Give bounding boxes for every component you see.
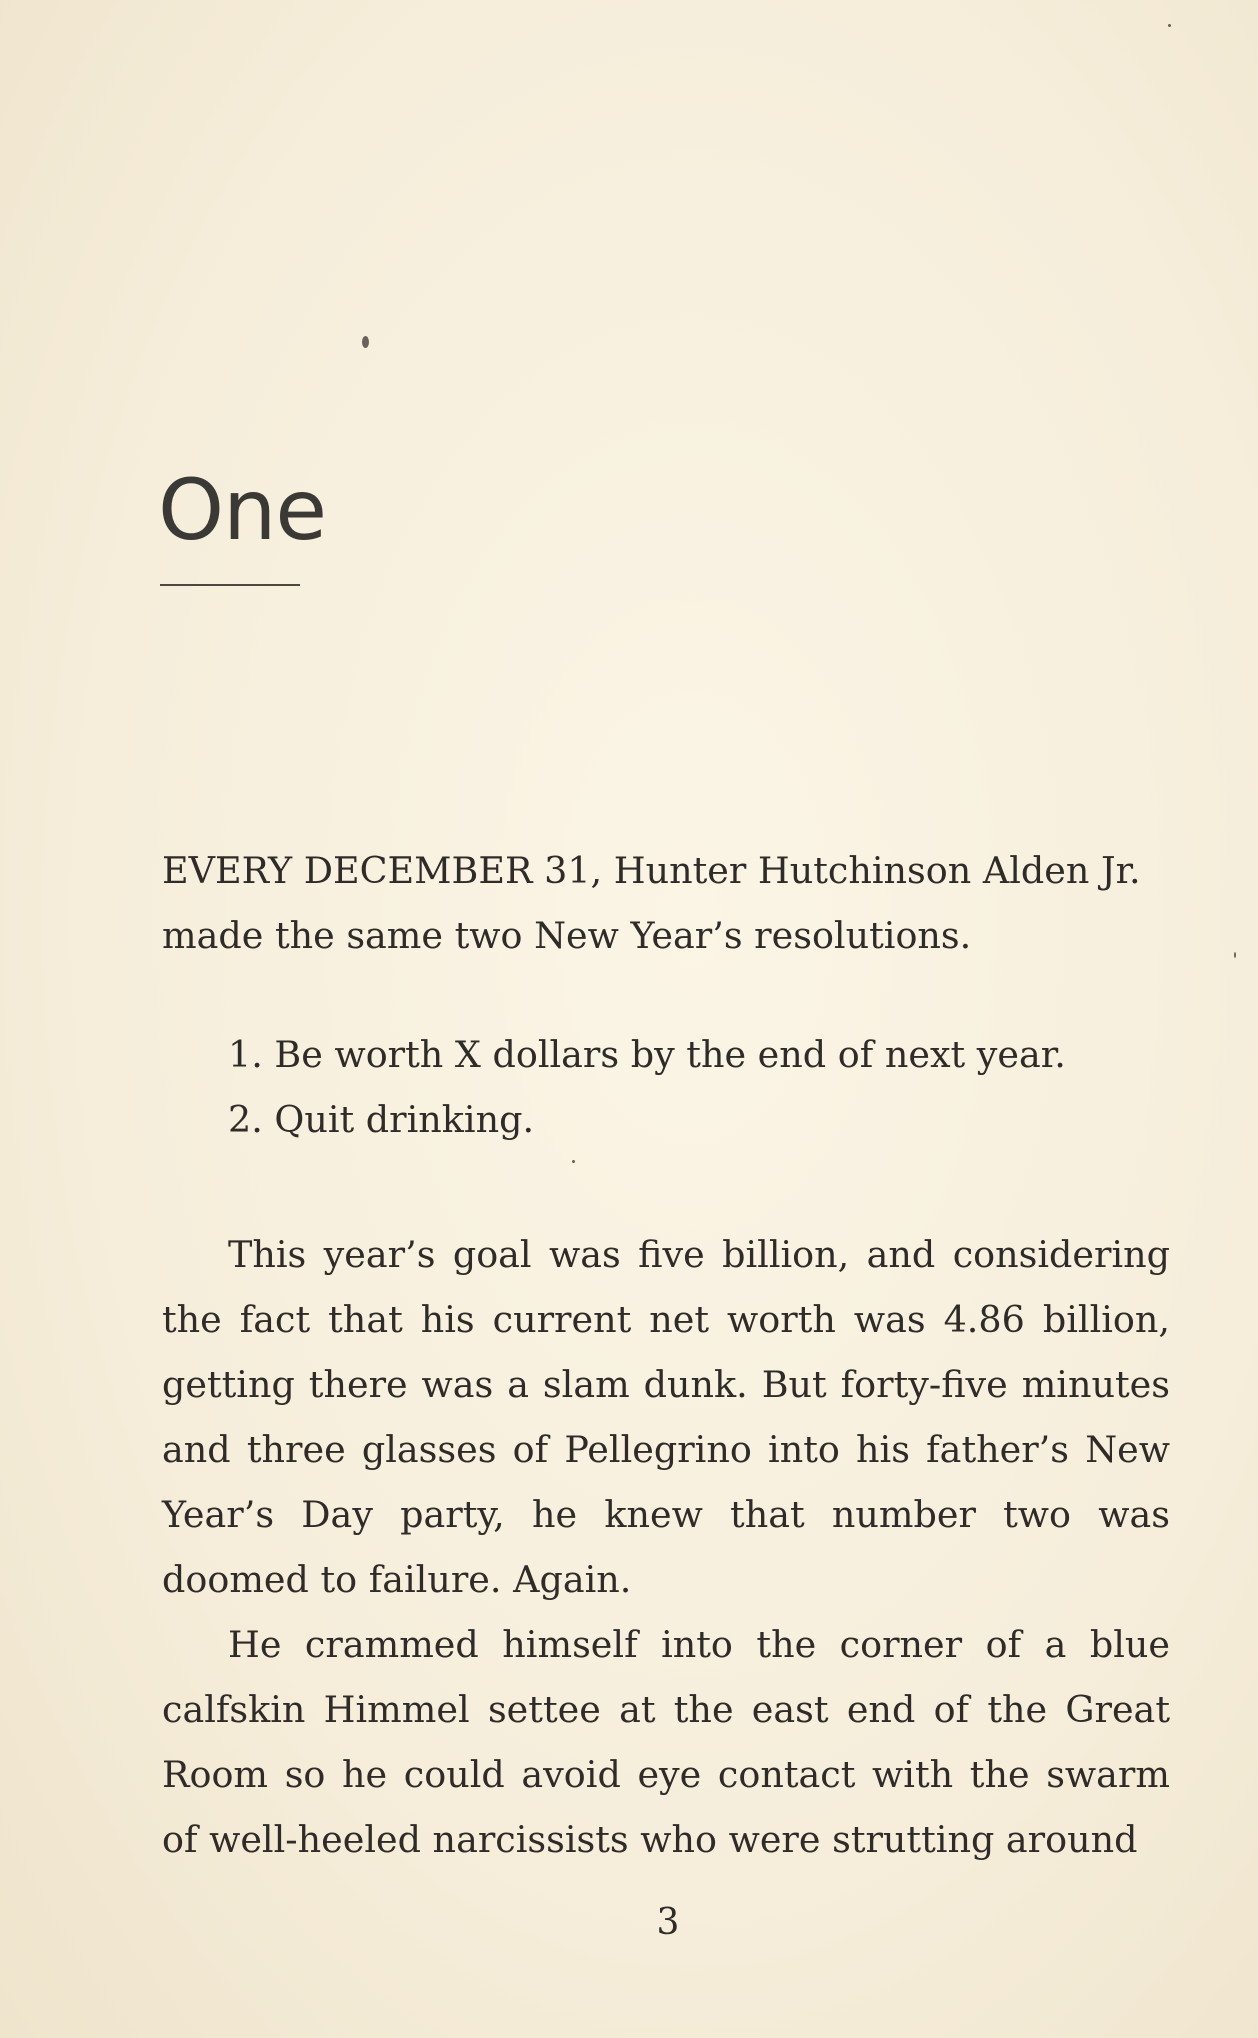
opening-line-1: EVERY DECEMBER 31, Hunter Hutchinson Alden Jr. [162,849,1141,892]
paper-speck [1234,952,1236,958]
paper-speck [1168,24,1171,27]
page-number: 3 [656,1902,680,1943]
resolutions-list [228,1022,1168,1152]
body-paragraph: This year’s goal was five billion, and considering the fact that his current net worth was 4.86 billion, getting there was a slam dunk. But forty-five minutes and three glasses of Pellegrino into his father’s New Year’s Day party, he knew that number two was doomed to failure. Again. [162,1233,1170,1601]
resolution-item: 1. Be worth X dollars by the end of next year. [228,1033,1066,1076]
resolution-item: 2. Quit drinking. [228,1098,535,1141]
paper-speck [362,336,369,348]
paper-speck [572,1160,575,1163]
body-paragraph: He crammed himself into the corner of a blue calfskin Himmel settee at the east end of the Great Room so he could avoid eye contact with the swarm of well-heeled narcissists who were strutting around [162,1623,1170,1861]
chapter-title-rule [160,584,300,586]
chapter-title: One [158,461,327,559]
opening-paragraph [162,838,1170,968]
opening-line-2: made the same two New Year’s resolutions. [162,914,972,957]
